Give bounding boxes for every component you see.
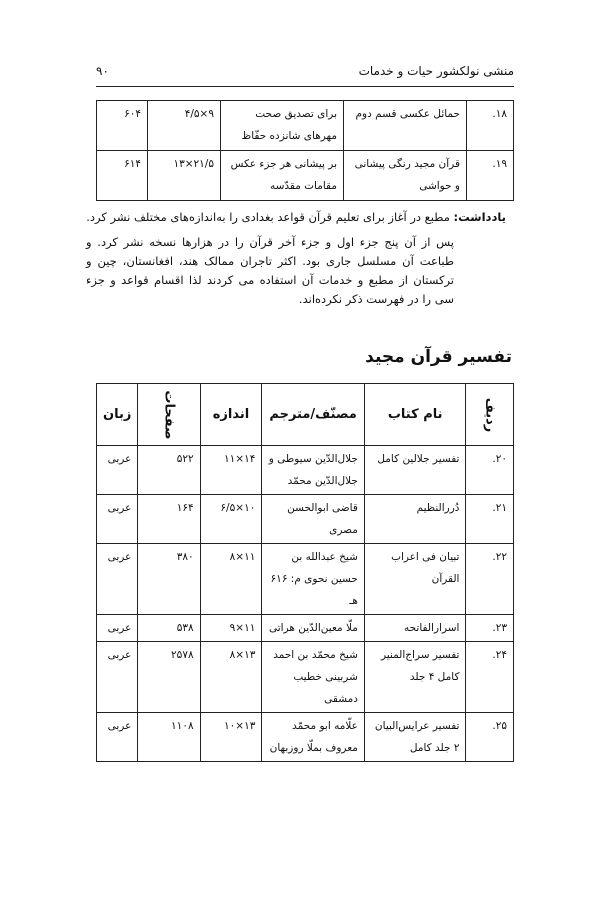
row-number: ۱۹. [467, 151, 514, 201]
note-first-line [86, 208, 506, 227]
book-name: اسرارالفاتحه [364, 615, 466, 642]
book-pages: ۵۲۲ [138, 446, 200, 495]
header-author: مصنّف/مترجم [262, 384, 365, 446]
row-number: ۲۳. [466, 615, 514, 642]
section-title: تفسیر قرآن مجید [365, 347, 512, 367]
tafsir-table [96, 383, 514, 762]
table-row [97, 615, 514, 642]
book-size: ۱۱×۹ [200, 615, 262, 642]
book-pages: ۳۸۰ [138, 544, 200, 615]
row-number: ۲۰. [466, 446, 514, 495]
table-row [97, 101, 514, 151]
book-pages: ۶۱۴ [97, 151, 148, 201]
book-size: ۱۱×۸ [200, 544, 262, 615]
row-number: ۲۲. [466, 544, 514, 615]
book-language: عربی [97, 544, 138, 615]
books-table-continued [96, 100, 514, 201]
book-name: حمائل عکسی قسم دوم [344, 101, 467, 151]
book-size: ۱۰×۶/۵ [200, 495, 262, 544]
book-size: ۱۴×۱۱ [200, 446, 262, 495]
book-size: ۱۳×۸ [200, 642, 262, 713]
book-pages: ۱۶۴ [138, 495, 200, 544]
book-size: ۱۳×۱۰ [200, 713, 262, 762]
book-name: تبیان فی اعراب القرآن [364, 544, 466, 615]
table-row [97, 446, 514, 495]
book-language: عربی [97, 495, 138, 544]
book-author: جلال‌الدّین سیوطی و جلال‌الدّین محمّد [262, 446, 365, 495]
header-num [466, 384, 514, 446]
header-lang: زبان [97, 384, 138, 446]
book-language: عربی [97, 642, 138, 713]
book-name: تفسیر عرایس‌البیان ۲ جلد کامل [364, 713, 466, 762]
note-body: پس از آن پنج جزء اول و جزء آخر قرآن را در هزارها نسخه نشر کرد. و طباعت آن مسلسل جاری بود. اکثر تاجران ممالک هند، افغانستان، چین و ترکستان از مطبع و خدمات آن استفاده می کردند لذا اقسام قواعد و جزء سی را در فهرست ذکر نکرده‌اند. [86, 235, 454, 306]
row-number: ۱۸. [467, 101, 514, 151]
table-row [97, 495, 514, 544]
running-title: منشی نولکشور حیات و خدمات [358, 64, 514, 78]
header-pages-label: صفحات [161, 389, 177, 440]
header-size: اندازه [200, 384, 262, 446]
table-row [97, 713, 514, 762]
note-label: یادداشت: [453, 210, 506, 224]
book-description: برای تصدیق صحت مهرهای شانزده حفّاظ [221, 101, 344, 151]
book-author: ملّا معین‌الدّین هراتی [262, 615, 365, 642]
book-pages: ۲۵۷۸ [138, 642, 200, 713]
book-name: تفسیر سراج‌المنیر کامل ۴ جلد [364, 642, 466, 713]
row-number: ۲۴. [466, 642, 514, 713]
header-name: نام کتاب [364, 384, 466, 446]
book-pages: ۶۰۴ [97, 101, 148, 151]
table-row [97, 151, 514, 201]
header-pages [138, 384, 200, 446]
row-number: ۲۱. [466, 495, 514, 544]
book-pages: ۱۱۰۸ [138, 713, 200, 762]
page-number: ۹۰ [96, 64, 109, 78]
book-author: شیخ محمّد بن احمد شربینی خطیب دمشقی [262, 642, 365, 713]
book-pages: ۵۳۸ [138, 615, 200, 642]
table-header-row [97, 384, 514, 446]
row-number: ۲۵. [466, 713, 514, 762]
book-name: قرآن مجید رنگی پیشانی و حواشی [344, 151, 467, 201]
book-name: تفسیر جلالین کامل [364, 446, 466, 495]
book-language: عربی [97, 713, 138, 762]
header-num-label: ردیف [482, 397, 498, 432]
table-row [97, 642, 514, 713]
table-row [97, 544, 514, 615]
book-size: ۹×۴/۵ [148, 101, 221, 151]
book-language: عربی [97, 446, 138, 495]
page-header [96, 58, 514, 87]
book-name: دُررالنظیم [364, 495, 466, 544]
book-author: علّامه ابو محمّد معروف بملّا روزبهان [262, 713, 365, 762]
book-author: قاضی ابوالحسن مصری [262, 495, 365, 544]
book-description: بر پیشانی هر جزء عکس مقامات مقدّسه [221, 151, 344, 201]
book-author: شیخ عبدالله بن حسین نحوی م: ۶۱۶ هـ [262, 544, 365, 615]
book-language: عربی [97, 615, 138, 642]
note-text: مطبع در آغاز برای تعلیم قرآن قواعد بغدادی را به‌اندازه‌های مختلف نشر کرد. [86, 210, 450, 224]
book-size: ۲۱/۵×۱۳ [148, 151, 221, 201]
